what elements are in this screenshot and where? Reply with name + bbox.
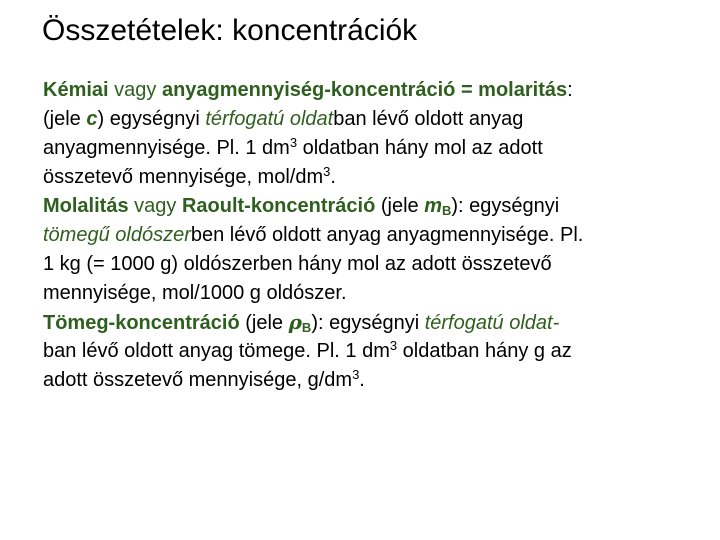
molality-line-2 [43,221,708,250]
text: (jele [239,312,289,334]
symbol-rho: ρ [288,310,302,334]
text: ban lévő oldott anyag tömege. Pl. 1 dm [43,340,390,362]
text-colon: : [567,79,573,101]
text: (jele [375,195,425,217]
subscript: B [442,203,452,218]
term-chemical: Kémiai [43,79,109,101]
term-molarity: anyagmennyiség-koncentráció = molaritás [161,79,568,101]
mass-conc-line-3 [43,366,708,395]
text: ): egységnyi [451,195,560,217]
term-mass-concentration: Tömeg-koncentráció [43,312,240,334]
symbol-c: c [86,108,98,130]
text: összetevő mennyisége, mol/dm [43,166,324,188]
text: ban lévő oldott anyag [333,108,524,130]
text: ): egységnyi [311,312,425,334]
superscript: 3 [289,135,298,150]
superscript: 3 [323,164,331,179]
molarity-line-1 [43,76,708,105]
text: oldatban hány g az [397,340,572,362]
text-or: vagy [108,79,162,101]
slide-title: Összetételek: koncentrációk [42,14,418,47]
molarity-line-3 [43,134,708,163]
text: anyagmennyisége. Pl. 1 dm [43,137,290,159]
molarity-line-2 [43,105,708,134]
text: oldatban hány mol az adott [297,137,543,159]
text: ) egységnyi [97,108,206,130]
slide-body [43,76,708,395]
molarity-line-4 [43,163,708,192]
text: mennyisége, mol/1000 g oldószer. [43,282,347,304]
molality-line-4 [43,279,708,308]
emph-unit-mass-solvent: tömegű oldószer [43,224,191,246]
text: ben lévő oldott anyag anyagmennyisége. Pl. [190,224,584,246]
symbol-m: m [424,195,442,217]
text: 1 kg (= 1000 g) oldószerben hány mol az adott összetevő [43,253,552,275]
term-molality: Molalitás [43,195,129,217]
mass-conc-line-1 [43,308,708,337]
emph-unit-volume-solution: térfogatú oldat- [424,312,560,334]
superscript: 3 [389,338,398,353]
molality-line-3 [43,250,708,279]
emph-unit-volume-solution: térfogatú oldat [205,108,334,130]
text: . [330,166,336,188]
subscript: B [301,320,312,335]
superscript: 3 [352,367,360,382]
text: adott összetevő mennyisége, g/dm [43,369,353,391]
mass-conc-line-2 [43,337,708,366]
text-or: vagy [128,195,182,217]
text: (jele [43,108,87,130]
term-raoult: Raoult-koncentráció [181,195,376,217]
text: . [359,369,365,391]
molality-line-1 [43,192,708,221]
